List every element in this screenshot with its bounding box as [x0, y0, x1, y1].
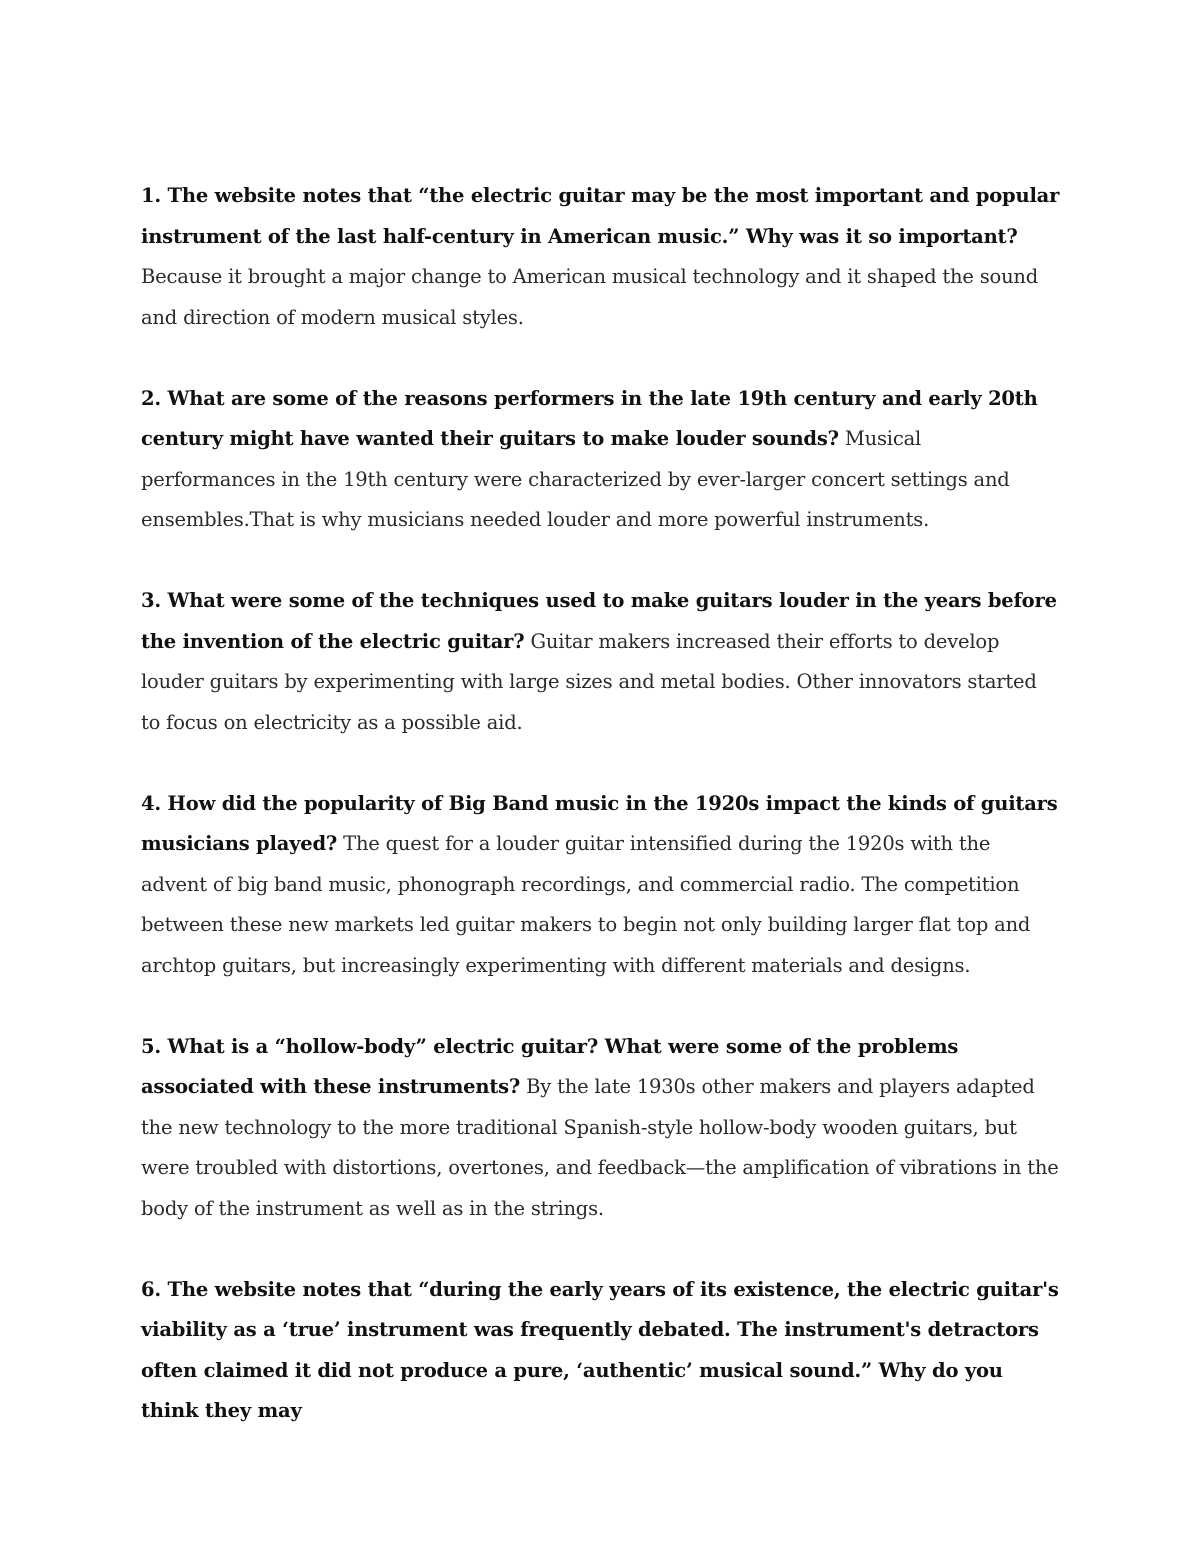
question-3: 3. What were some of the techniques used to make guitars louder in the years before the invention of the electric guitar? — [141, 589, 1057, 653]
answer-5: By the late 1930s other makers and players adapted the new technology to the more traditional Spanish-style hollow-body wooden guitars, but were troubled with distortions, overtones, and feedback—the amplification of vibrations in the body of the instrument as well as in the strings. — [141, 1075, 1059, 1220]
question-2: 2. What are some of the reasons performers in the late 19th century and early 20th century might have wanted their guitars to make louder sounds? — [141, 386, 1038, 450]
answer-2: Musical performances in the 19th century were characterized by ever-larger concert settings and ensembles.That is why musicians needed louder and more powerful instruments. — [141, 427, 1010, 531]
qa-item-1 — [141, 176, 1061, 338]
question-1: 1. The website notes that “the electric guitar may be the most important and popular instrument of the last half-century in American music.” Why was it so important? — [141, 184, 1060, 248]
answer-4: The quest for a louder guitar intensified during the 1920s with the advent of big band music, phonograph recordings, and commercial radio. The competition between these new markets led guitar makers to begin not only building larger flat top and archtop guitars, but increasingly experimenting with different materials and designs. — [141, 832, 1031, 977]
qa-item-5 — [141, 1027, 1061, 1230]
document-body — [141, 176, 1061, 1472]
qa-item-4 — [141, 784, 1061, 987]
qa-item-3 — [141, 581, 1061, 743]
question-5: 5. What is a “hollow-body” electric guitar? What were some of the problems associated with these instruments? — [141, 1034, 959, 1098]
qa-item-6 — [141, 1270, 1061, 1432]
question-4: 4. How did the popularity of Big Band music in the 1920s impact the kinds of guitars musicians played? — [141, 791, 1058, 855]
qa-item-2 — [141, 379, 1061, 541]
question-6: 6. The website notes that “during the early years of its existence, the electric guitar's viability as a ‘true’ instrument was frequently debated. The instrument's detractors often claimed it did not produce a pure, ‘authentic’ musical sound.” Why do you think they may — [141, 1277, 1059, 1422]
answer-3: Guitar makers increased their efforts to develop louder guitars by experimenting with large sizes and metal bodies. Other innovators started to focus on electricity as a possible aid. — [141, 629, 1037, 734]
answer-1: Because it brought a major change to American musical technology and it shaped the sound and direction of modern musical styles. — [141, 265, 1039, 329]
